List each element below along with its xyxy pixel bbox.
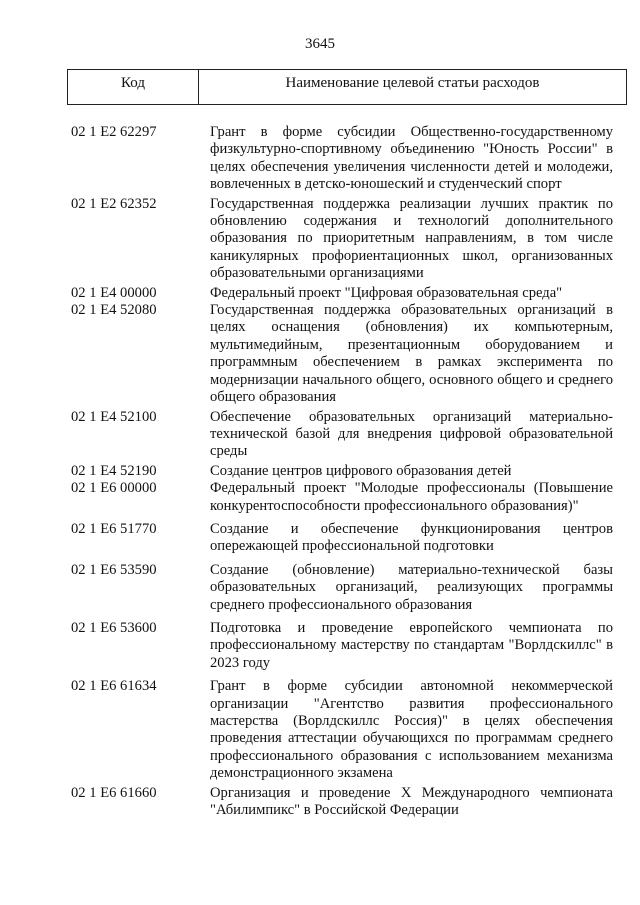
row-text: Федеральный проект "Цифровая образовательная среда"	[210, 284, 563, 301]
table-row	[67, 196, 627, 283]
row-code: 02 1 E6 51770	[71, 520, 157, 537]
row-text: Государственная поддержка образовательных организаций в целях оснащения (обновления) их компьютерным, мультимедийным, презентационным оборудованием и программным обеспечением в рамках эксперимента по модернизации начального общего, основного общего и среднего общего образования	[210, 302, 613, 406]
row-code: 02 1 E4 52190	[71, 462, 157, 479]
table-row	[67, 678, 627, 782]
row-text: Обеспечение образовательных организаций материально-технической базой для внедрения цифровой образовательной среды	[210, 408, 613, 460]
table-row	[67, 562, 627, 614]
row-code: 02 1 E4 00000	[71, 284, 157, 301]
row-code: 02 1 E4 52100	[71, 408, 157, 425]
header-code-column: Код	[68, 70, 199, 104]
row-text: Создание (обновление) материально-технической базы образовательных организаций, реализующих программы среднего профессионального образования	[210, 561, 613, 613]
row-text: Грант в форме субсидии Общественно-государственному физкультурно-спортивному объединению "Юность России" в целях обеспечения увеличения численности детей и молодежи, вовлеченных в детско-юношеский и студенческий спорт	[210, 124, 613, 193]
row-text: Подготовка и проведение европейского чемпионата по профессиональному мастерству по стандартам "Ворлдскиллс" в 2023 году	[210, 619, 613, 671]
row-code: 02 1 E2 62297	[71, 124, 157, 140]
header-name-column: Наименование целевой статьи расходов	[285, 75, 540, 91]
table-row	[67, 302, 627, 406]
row-code: 02 1 E2 62352	[71, 195, 157, 212]
table-row	[67, 521, 627, 556]
table-header	[67, 69, 627, 105]
row-text: Создание и обеспечение функционирования центров опережающей профессиональной подготовки	[210, 520, 613, 555]
row-text: Создание центров цифрового образования детей	[210, 462, 512, 479]
table-row	[67, 285, 627, 302]
row-code: 02 1 E6 53600	[71, 619, 157, 636]
table-row	[67, 785, 627, 820]
table-row	[67, 124, 627, 194]
row-text: Грант в форме субсидии автономной некоммерческой организации "Агентство развития профессионального мастерства (Ворлдскиллс Россия)" в целях обеспечения проведения аттестации обучающихся по программам среднего профессионального образования с использованием механизма демонстрационного экзамена	[210, 678, 613, 782]
table-row	[67, 463, 627, 480]
budget-items-list	[67, 124, 627, 819]
row-code: 02 1 E6 53590	[71, 561, 157, 578]
row-text: Организация и проведение X Международного чемпионата "Абилимпикс" в Российской Федерации	[210, 784, 613, 819]
row-code: 02 1 E6 61634	[71, 678, 157, 695]
row-text: Федеральный проект "Молодые профессионалы (Повышение конкурентоспособности профессионального образования)"	[210, 480, 613, 514]
row-text: Государственная поддержка реализации лучших практик по обновлению содержания и технологий дополнительного образования по приоритетным направлениям, в том числе каникулярных профориентационных школ, организованных образовательными организациями	[210, 195, 613, 282]
table-row	[67, 480, 627, 515]
table-row	[67, 620, 627, 672]
row-code: 02 1 E6 00000	[71, 480, 157, 497]
page-number: 3645	[305, 36, 335, 52]
row-code: 02 1 E4 52080	[71, 302, 157, 319]
table-row	[67, 409, 627, 461]
row-code: 02 1 E6 61660	[71, 784, 157, 801]
